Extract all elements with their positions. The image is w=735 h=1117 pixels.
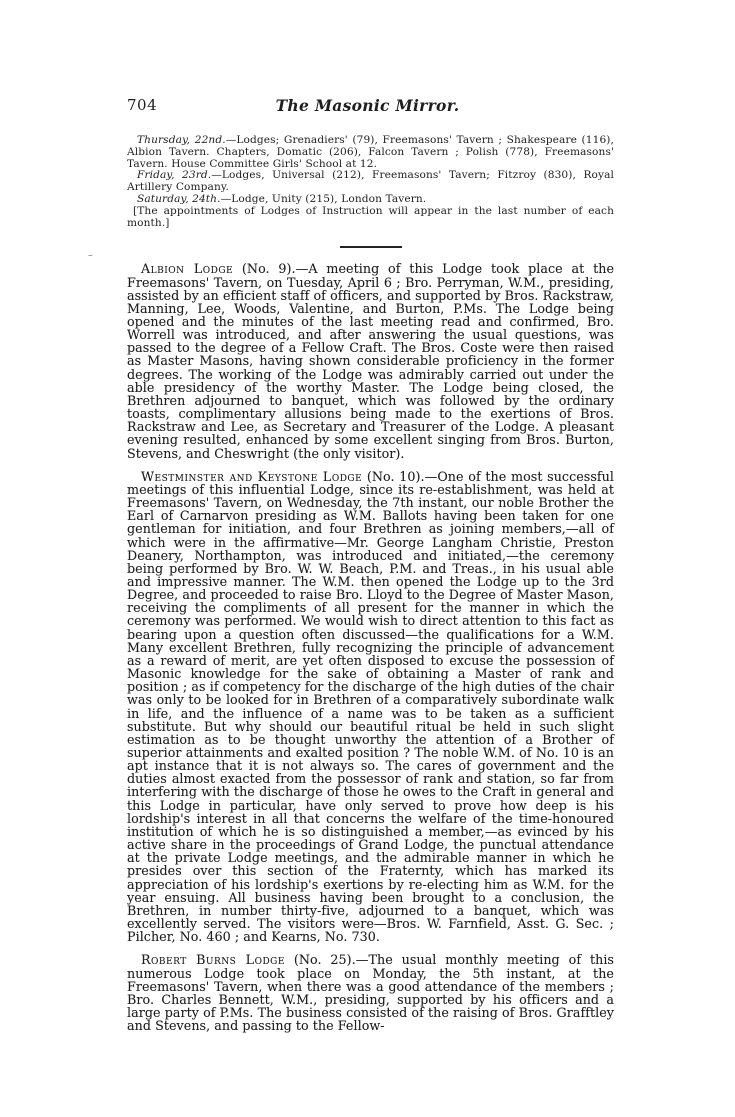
- instruction-lodges-note: [The appointments of Lodges of Instruction will appear in the last number of each month.]: [127, 204, 614, 229]
- schedule-entry-thursday: [127, 135, 614, 170]
- article-lodge-name: Westminster and Keystone Lodge: [141, 468, 363, 484]
- article-lodge-name: Albion Lodge: [141, 261, 234, 277]
- schedule-entry-saturday: [127, 194, 614, 206]
- text-column: [127, 135, 614, 1032]
- article-lodge-ref: (No. 10).—: [362, 468, 438, 484]
- article-robert-burns-lodge: [127, 953, 614, 1032]
- article-body-text: A meeting of this Lodge took place at the Freemasons' Tavern, on Tuesday, April 6 ; Bro. Perryman, W.M., presiding, assisted by an efficient staff of officers, and supported by Bros. Rackstraw, Manning, Lee, Woods, Valentine, and Burton, P.Ms. The Lodge being opened and the minutes of the last meeting read and confirmed, Bro. Worrell was introduced, and after answering the usual questions, was passed to the degree of a Fellow Craft. The Bros. Coste were then raised as Master Masons, having shown considerable proficiency in the former degrees. The working of the Lodge was admirably carried out under the able presidency of the worthy Master. The Lodge being closed, the Brethren adjourned to banquet, which was followed by the ordinary toasts, complimentary allusions being made to the exertions of Bros. Rackstraw and Lee, as Secretary and Treasurer of the Lodge. A pleasant evening resulted, enhanced by some excellent singing from Bros. Burton, Stevens, and Cheswright (the only visitor).: [127, 261, 615, 461]
- page-number: 704: [127, 96, 158, 114]
- article-lodge-ref: (No. 9).—: [233, 261, 309, 277]
- article-body-text: The usual monthly meeting of this numerous Lodge took place on Monday, the 5th instant, at the Freemasons' Tavern, when there was a good attendance of the members ; Bro. Charles Bennett, W.M., presiding, supported by his officers and a large party of P.Ms. The business consisted of the raising of Bros. Grafftley and Stevens, and passing to the Fellow-: [127, 952, 614, 1034]
- section-divider-rule: [340, 246, 402, 248]
- schedule-entry-friday: [127, 170, 614, 194]
- article-albion-lodge: [127, 262, 614, 459]
- running-head: [0, 96, 735, 116]
- schedule-day-label: Saturday, 24th.: [137, 192, 221, 205]
- schedule-day-label: Thursday, 22nd.: [137, 134, 226, 146]
- article-lodge-name: Robert Burns Lodge: [141, 952, 285, 968]
- lodge-meeting-schedule: [127, 135, 614, 229]
- schedule-entry-text: —Lodge, Unity (215), London Tavern.: [220, 192, 427, 205]
- article-lodge-ref: (No. 25).—: [284, 952, 369, 968]
- schedule-day-label: Friday, 23rd.: [137, 169, 212, 182]
- article-body-text: One of the most successful meetings of this influential Lodge, since its re-establishment, was held at Freemasons' Tavern, on Wednesday, the 7th instant, our noble Brother the Earl of Carnarvon presiding as W.M. Ballots having been taken for one gentleman for initiation, and four Brethren as joining members,—all of which were in the affirmative—Mr. George Langham Christie, Preston Deanery, Northampton, was introduced and initiated,—the ceremony being performed by Bro. W. W. Beach, P.M. and Treas., in his usual able and impressive manner. The W.M. then opened the Lodge up to the 3rd Degree, and proceeded to raise Bro. Lloyd to the Degree of Master Mason, receiving the compliments of all present for the manner in which the ceremony was performed. We would wish to direct attention to this fact as bearing upon a question often discussed—the qualifications for a W.M. Many excellent Brethren, fully recognizing the principle of advancement as a reward of merit, are yet often disposed to excuse the possession of Masonic knowledge for the sake of obtaining a Master of rank and position ; as if competency for the discharge of the high duties of the chair was only to be looked for in Brethren of a comparatively subordinate walk in life, and the influence of a name was to be taken as a sufficient substitute. But why should our beautiful ritual be held in such slight estimation as to be thought unworthy the attention of a Brother of superior attainments and exalted position ? The noble W.M. of No. 10 is an apt instance that it is not always so. The cares of government and the duties almost exacted from the possessor of rank and station, so far from interfering with the discharge of those he owes to the Craft in general and this Lodge in particular, have only served to prove how deep is his lordship's interest in all that concerns the welfare of the time-honoured institution of which he is so distinguished a member,—as evinced by his active share in the proceedings of Grand Lodge, the punctual attendance at the private Lodge meetings, and the admirable manner in which he presides over this section of the Fraternty, which has marked its appreciation of his lordship's exertions by re-electing him as W.M. for the year ensuing. All business having been brought to a conclusion, the Brethren, in number thirty-five, adjourned to a banquet, which was excellently served. The visitors were—Bros. W. Farnfield, Asst. G. Sec. ; Pilcher, No. 460 ; and Kearns, No. 730.: [127, 468, 615, 945]
- scan-margin-artifact: –: [87, 249, 94, 262]
- schedule-entry-text: —Lodges, Universal (212), Freemasons' Tavern; Fitzroy (830), Royal Artillery Company.: [127, 169, 614, 194]
- article-westminster-keystone-lodge: [127, 470, 614, 944]
- journal-title: The Masonic Mirror.: [275, 96, 460, 115]
- schedule-entry-text: —Lodges; Grenadiers' (79), Freemasons' Tavern ; Shakespeare (116), Albion Tavern. Chapters, Domatic (206), Falcon Tavern ; Polish (778), Freemasons' Tavern. House Committee Girls' School at 12.: [127, 134, 615, 170]
